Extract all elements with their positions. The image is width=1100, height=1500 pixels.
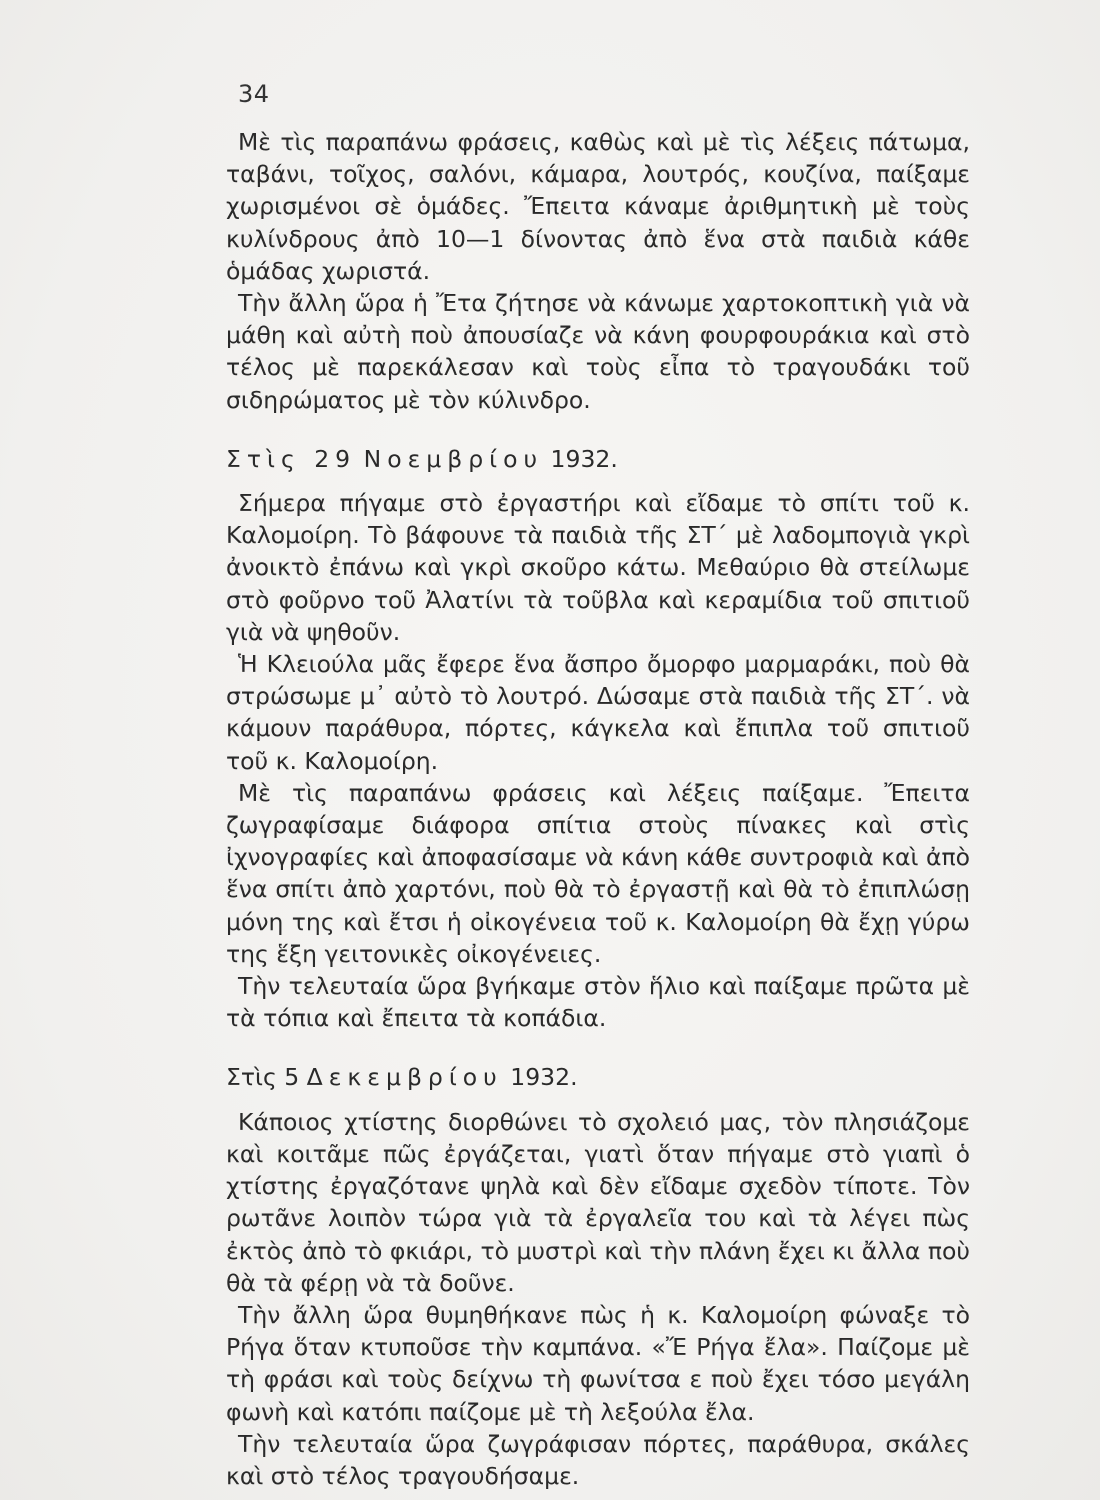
date-heading-month: Δεκεμβρίου (306, 1063, 503, 1092)
paragraph: Μὲ τὶς παραπάνω φράσεις καὶ λέξεις παίξαμε. Ἔπειτα ζωγραφίσαμε διάφορα σπίτια στοὺς πίνακες καὶ στὶς ἰχνογραφίες καὶ ἀποφασίσαμε νὰ κάνη κάθε συντροφιὰ καὶ ἀπὸ ἕνα σπίτι ἀπὸ χαρτόνι, ποὺ θὰ τὸ ἐργαστῇ καὶ θὰ τὸ ἐπιπλώσῃ μόνη της καὶ ἔτσι ἡ οἰκογένεια τοῦ κ. Καλομοίρη θὰ ἔχῃ γύρω της ἕξη γειτονικὲς οἰκογένειες. (226, 778, 970, 968)
date-heading-month: Νοεμβρίου (363, 444, 544, 473)
date-heading-prefix: Στὶς 5 (226, 1063, 300, 1092)
paragraph: Μὲ τὶς παραπάνω φράσεις, καθὼς καὶ μὲ τὶς λέξεις πάτωμα, ταβάνι, τοῖχος, σαλόνι, κάμαρα, λουτρός, κουζίνα, παίξαμε χωρισμένοι σὲ ὁμάδες. Ἔπειτα κάναμε ἀριθμητικὴ μὲ τοὺς κυλίνδρους ἀπὸ 10—1 δίνοντας ἀπὸ ἕνα στὰ παιδιὰ κάθε ὁμάδας χωριστά. (226, 128, 970, 285)
date-heading-prefix: Στὶς 29 (226, 444, 357, 473)
paragraph: Τὴν τελευταία ὥρα ζωγράφισαν πόρτες, παράθυρα, σκάλες καὶ στὸ τέλος τραγουδήσαμε. (226, 1429, 970, 1490)
date-heading-year: 1932. (510, 1063, 578, 1092)
date-heading (226, 443, 970, 475)
date-heading (226, 1061, 970, 1093)
paragraph: Σήμερα πήγαμε στὸ ἐργαστήρι καὶ εἴδαμε τὸ σπίτι τοῦ κ. Καλομοίρη. Τὸ βάφουνε τὰ παιδιὰ τῆς ΣΤ΄ μὲ λαδομπογιὰ γκρὶ ἀνοικτὸ ἐπάνω καὶ γκρὶ σκοῦρο κάτω. Μεθαύριο θὰ στείλωμε στὸ φοῦρνο τοῦ Ἀλατίνι τὰ τοῦβλα καὶ κεραμίδια τοῦ σπιτιοῦ γιὰ νὰ ψηθοῦν. (226, 489, 970, 646)
date-heading-year: 1932. (550, 444, 618, 473)
paragraph: Ἡ Κλειούλα μᾶς ἔφερε ἕνα ἄσπρο ὄμορφο μαρμαράκι, ποὺ θὰ στρώσωμε μ᾿ αὐτὸ τὸ λουτρό. Δώσαμε στὰ παιδιὰ τῆς ΣΤ΄. νὰ κάμουν παράθυρα, πόρτες, κάγκελα καὶ ἔπιπλα τοῦ σπιτιοῦ τοῦ κ. Καλομοίρη. (226, 650, 970, 775)
body-text (226, 126, 970, 1492)
page-number: 34 (238, 80, 270, 108)
paragraph: Τὴν ἄλλη ὥρα θυμηθήκανε πὼς ἡ κ. Καλομοίρη φώναξε τὸ Ρήγα ὅταν κτυποῦσε τὴν καμπάνα. «Ἔ Ρήγα ἔλα». Παίζομε μὲ τὴ φράσι καὶ τοὺς δείχνω τὴ φωνίτσα ε ποὺ ἔχει τόσο μεγάλη φωνὴ καὶ κατόπι παίζομε μὲ τὴ λεξούλα ἔλα. (226, 1300, 970, 1426)
paragraph: Κάποιος χτίστης διορθώνει τὸ σχολειό μας, τὸν πλησιάζομε καὶ κοιτᾶμε πῶς ἐργάζεται, γιατὶ ὅταν πήγαμε στὸ γιαπὶ ὁ χτίστης ἐργαζότανε ψηλὰ καὶ δὲν εἴδαμε σχεδὸν τίποτε. Τὸν ρωτᾶνε λοιπὸν τώρα γιὰ τὰ ἐργαλεῖα του καὶ τὰ λέγει πὼς ἐκτὸς ἀπὸ τὸ φκιάρι, τὸ μυστρὶ καὶ τὴν πλάνη ἔχει κι ἄλλα ποὺ θὰ τὰ φέρῃ νὰ τὰ δοῦνε. (226, 1107, 970, 1297)
paragraph: Τὴν ἄλλη ὥρα ἡ Ἔτα ζήτησε νὰ κάνωμε χαρτοκοπτικὴ γιὰ νὰ μάθη καὶ αὐτὴ ποὺ ἀπουσίαζε νὰ κάνη φουρφουράκια καὶ στὸ τέλος μὲ παρεκάλεσαν καὶ τοὺς εἶπα τὸ τραγουδάκι τοῦ σιδηρώματος μὲ τὸν κύλινδρο. (226, 289, 970, 414)
paragraph: Τὴν τελευταία ὥρα βγήκαμε στὸν ἥλιο καὶ παίξαμε πρῶτα μὲ τὰ τόπια καὶ ἔπειτα τὰ κοπάδια. (226, 972, 970, 1033)
